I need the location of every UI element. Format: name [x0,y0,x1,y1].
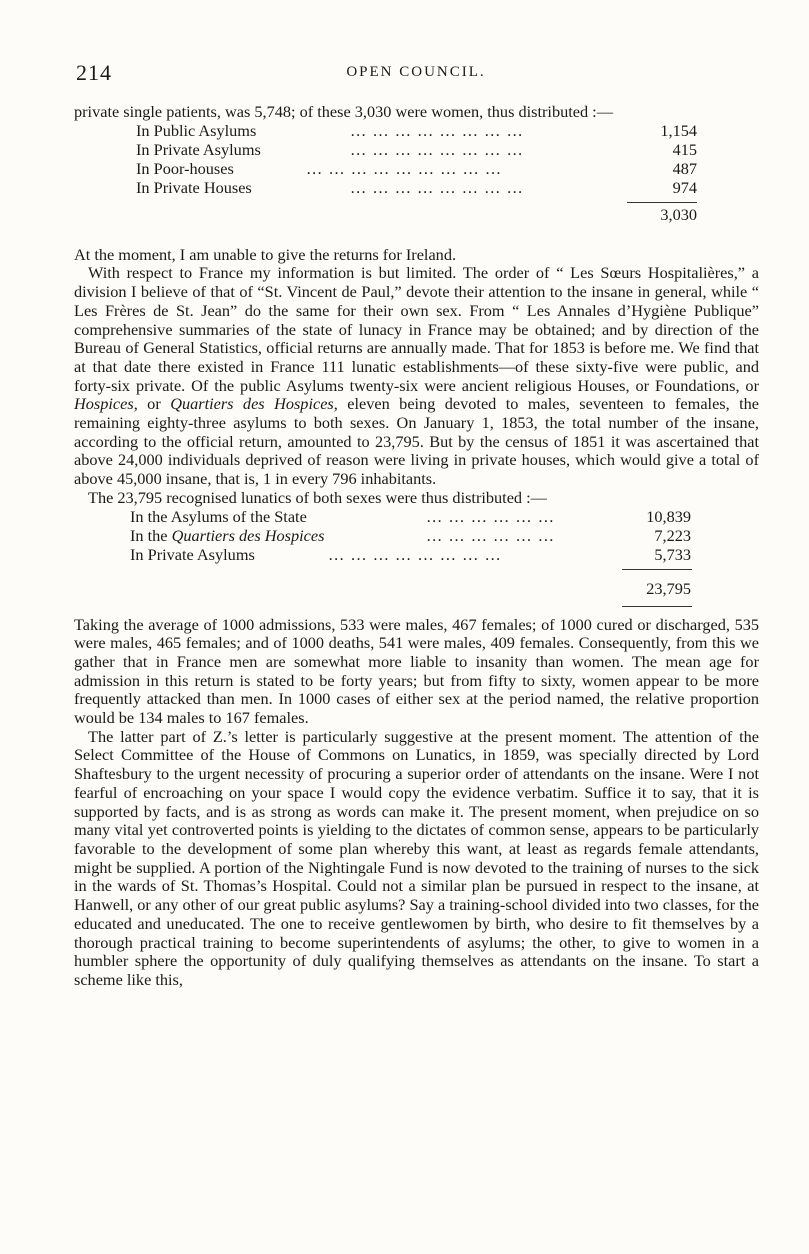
page-number: 214 [76,60,112,85]
table-row [74,160,759,179]
row-label-text: In the Asylums of the State [130,506,307,526]
france-text-b: , or [133,394,171,414]
leader-dots: … … … … … … … … [350,139,524,159]
sum-rule [622,569,692,570]
row-value: 415 [672,139,697,159]
row-value: 487 [672,158,697,178]
bottom-rule [622,606,692,607]
row-label-text: In the [130,525,172,545]
table-row [74,508,759,527]
row-label: In Private Houses [136,177,252,197]
women-distribution-table [74,122,759,242]
table-total [74,206,759,226]
row-label-text: In Private Asylums [130,544,255,564]
table-row [74,141,759,160]
average-paragraph: Taking the average of 1000 admissions, 533 were males, 467 females; of 1000 cured or discharged, 535 were males, 465 females; and of 1000 deaths, 541 were males, 409 females. Consequently, from this we gather that in France men are somewhat more liable to insanity than women. The mean age for admission in this return is stated to be forty years; but from fifty to sixty, women appear to be more frequently attacked than men. In 1000 cases of either sex at the period named, the relative proportion would be 134 males to 167 females. [74,614,759,728]
row-label [130,508,307,527]
intro2-paragraph: The 23,795 recognised lunatics of both sexes were thus distributed :— [88,487,547,507]
table-row [74,527,759,546]
table-row [74,546,759,565]
row-value: 974 [672,177,697,197]
france-paragraph [74,264,759,488]
page-body [74,103,759,990]
row-label: In Poor-houses [136,158,234,178]
row-value: 1,154 [660,120,697,140]
row-label [130,527,324,546]
ireland-paragraph: At the moment, I am unable to give the returns for Ireland. [74,244,457,264]
row-value: 10,839 [646,506,691,526]
row-label-italic: Quartiers des Hospices [171,525,325,545]
row-value: 7,223 [654,525,691,545]
total-value: 23,795 [646,578,691,598]
leader-dots: … … … … … … [426,525,556,545]
leader-dots: … … … … … … … … [350,177,524,197]
intro-paragraph: private single patients, was 5,748; of these 3,030 were women, thus distributed :— [74,102,613,121]
leader-dots: … … … … … … … … … [306,158,503,178]
page-header [76,60,756,90]
running-title: OPEN COUNCIL. [346,64,486,80]
france-text-c: , eleven being devoted to males, seventeen to females, the remaining eighty-three asylums to both sexes. On January 1, 1853, the total number of the insane, according to the official return, amounted to 23,795. But by the census of 1851 it was ascertained that above 24,000 individuals deprived of reason were living in private houses, which would give a total of above 45,000 insane, that is, 1 in every 796 inhabitants. [74,394,760,489]
leader-dots: … … … … … … … … [350,120,524,140]
hospices-italic: Hospices [74,394,134,414]
table-row [74,179,759,198]
sum-rule [627,202,697,203]
row-label: In Private Asylums [136,139,261,159]
leader-dots: … … … … … … … … [328,544,502,564]
latter-paragraph: The latter part of Z.’s letter is particularly suggestive at the present moment. The attention of the Select Committee of the House of Commons on Lunatics, in 1859, was specially directed by Lord Shaftesbury to the urgent necessity of procuring a superior order of attendants on the insane. Were I not fearful of encroaching on your space I would copy the evidence verbatim. Suffice it to say, that it is supported by facts, and is as strong as words can make it. The present moment, when prejudice on so many vital yet controverted points is yielding to the dictates of common sense, appears to be particularly favorable to the development of some plan whereby this want, at least as regards female attendants, might be supplied. A portion of the Nightingale Fund is now devoted to the training of nurses to the sick in the wards of St. Thomas’s Hospital. Could not a similar plan be pursued in respect to the insane, at Hanwell, or any other of our great public asylums? Say a training-school divided into two classes, for the educated and uneducated. The one to receive gentlewomen by birth, who desire to fit themselves by a thorough practical training to become superintendents of asylums; the other, to give to women in a humbler sphere the opportunity of duly qualifying themselves as attendants on the insane. To start a scheme like this, [74,726,759,989]
table-row [74,122,759,141]
leader-dots: … … … … … … [426,506,556,526]
france-text-a: With respect to France my information is but limited. The order of “ Les Sœurs Hospitalières,” a division I believe of that of “St. Vincent de Paul,” devote their attention to the insane in general, while “ Les Frères de St. Jean” do the same for their own sex. From “ Les Annales d’Hygiène Publique” comprehensive summaries of the state of lunacy in France may be obtained; and by direction of the Bureau of General Statistics, official returns are annually made. That for 1853 is before me. We find that at that date there existed in France 111 lunatic establishments—of these sixty-five were public, and forty-six private. Of the public Asylums twenty-six were ancient religious Houses, or Foundations, or [74,263,759,395]
lunatics-distribution-table [74,508,759,608]
quartiers-italic: Quartiers des Hospices [170,394,334,414]
total-value: 3,030 [660,204,697,224]
row-label [130,546,255,565]
table-total [74,580,759,600]
row-value: 5,733 [654,544,691,564]
row-label: In Public Asylums [136,120,257,140]
